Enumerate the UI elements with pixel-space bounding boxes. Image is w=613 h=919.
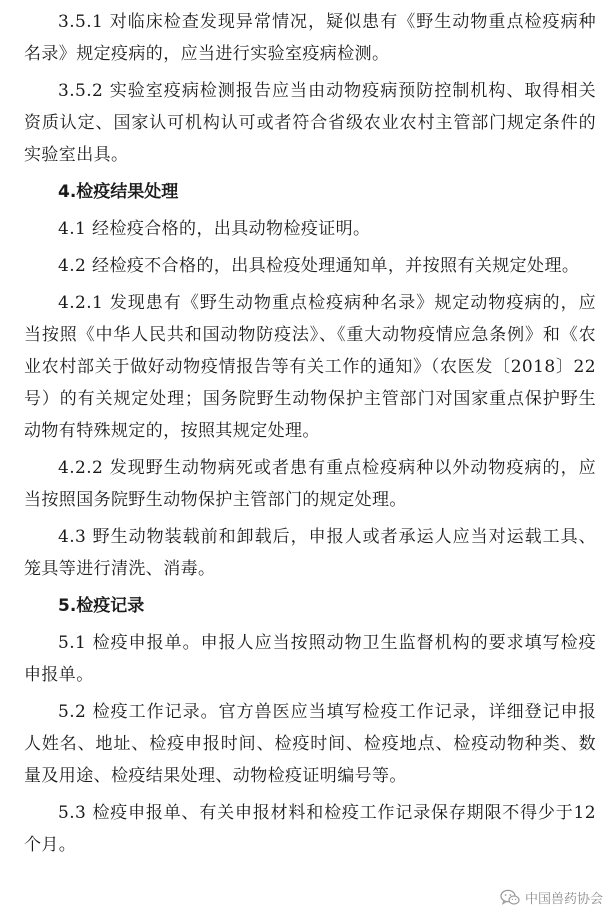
clause-4-2-2: 4.2.2 发现野生动物病死或者患有重点检疫病种以外动物疫病的，应当按照国务院野生动物保护主管部门的规定处理。 bbox=[24, 458, 596, 510]
clause-5-1: 5.1 检疫申报单。申报人应当按照动物卫生监督机构的要求填写检疫申报单。 bbox=[24, 633, 596, 685]
clause-5-3: 5.3 检疫申报单、有关申报材料和检疫工作记录保存期限不得少于12个月。 bbox=[24, 803, 596, 855]
section-heading-5: 5.检疫记录 bbox=[58, 596, 145, 616]
clause-4-2-1: 4.2.1 发现患有《野生动物重点检疫病种名录》规定动物疫病的，应当按照《中华人民共和国动物防疫法》、《重大动物疫情应急条例》和《农业农村部关于做好动物疫情报告等有关工作的通知》（农医发〔2018〕22号）的有关规定处理；国务院野生动物保护主管部门对国家重点保护野生动物有特殊规定的，按照其规定处理。 bbox=[24, 293, 596, 441]
watermark bbox=[500, 888, 603, 907]
section-heading-4: 4.检疫结果处理 bbox=[58, 182, 179, 202]
document-body bbox=[24, 6, 596, 861]
clause-4-1: 4.1 经检疫合格的，出具动物检疫证明。 bbox=[58, 219, 371, 239]
clause-4-2: 4.2 经检疫不合格的，出具检疫处理通知单，并按照有关规定处理。 bbox=[58, 256, 580, 276]
clause-3-5-2: 3.5.2 实验室疫病检测报告应当由动物疫病预防控制机构、取得相关资质认定、国家认可机构认可或者符合省级农业农村主管部门规定条件的实验室出具。 bbox=[24, 81, 596, 165]
clause-4-3: 4.3 野生动物装载前和卸载后，申报人或者承运人应当对运载工具、笼具等进行清洗、消毒。 bbox=[24, 527, 596, 579]
watermark-text: 中国兽药协会 bbox=[524, 892, 603, 907]
clause-3-5-1: 3.5.1 对临床检查发现异常情况，疑似患有《野生动物重点检疫病种名录》规定疫病的，应当进行实验室疫病检测。 bbox=[24, 12, 596, 64]
clause-5-2: 5.2 检疫工作记录。官方兽医应当填写检疫工作记录，详细登记申报人姓名、地址、检疫申报时间、检疫时间、检疫地点、检疫动物种类、数量及用途、检疫结果处理、动物检疫证明编号等。 bbox=[24, 702, 596, 786]
wechat-icon bbox=[500, 889, 520, 906]
